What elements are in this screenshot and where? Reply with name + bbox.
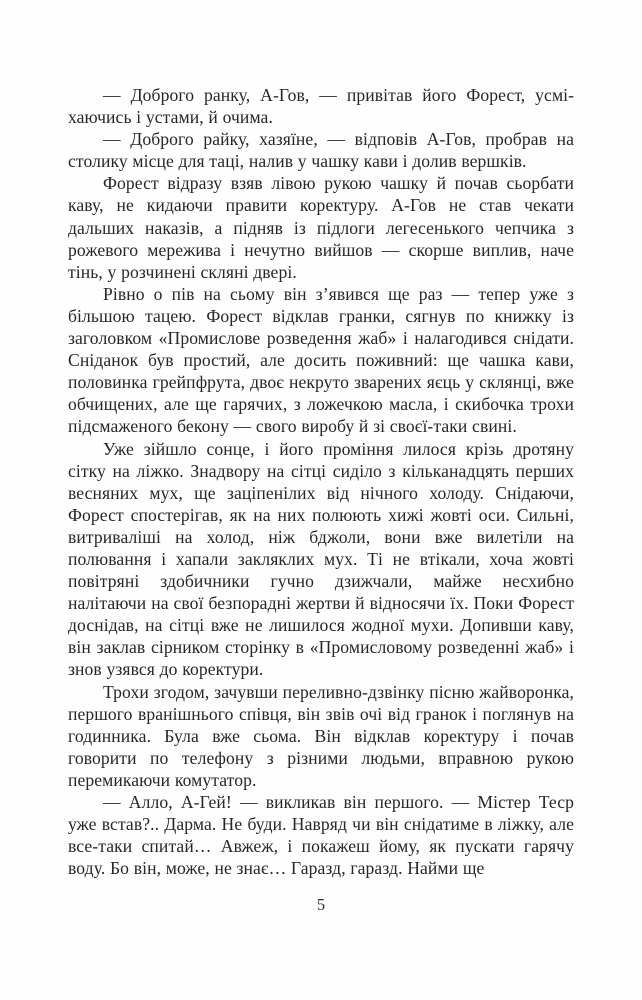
- paragraph: — Доброго ранку, А-Гов, — привітав його Форест, усміхаючись і устами, й очима.: [68, 85, 574, 128]
- paragraph: — Алло, А-Гей! — викликав він першого. — Містер Теср уже встав?.. Дарма. Не буди. Навряд чи він снідатиме в ліжку, але все-таки спитай… Авжеж, і покажеш йому, як пускати гарячу воду. Бо він, може, не знає… Гаразд, гаразд. Найми ще: [68, 792, 574, 879]
- paragraph: Трохи згодом, зачувши переливно-дзвінку пісню жайворонка, першого вранішнього співця, він звів очі від гранок і поглянув на годинника. Була вже сьома. Він відклав коректуру і почав говорити по телефону з різними людьми, вправною рукою перемикаючи комутатор.: [68, 681, 574, 790]
- page-text-block: [68, 84, 574, 879]
- paragraph: Рівно о пів на сьому він з’явився ще раз — тепер уже з більшою тацею. Форест відклав гранки, сягнув по книжку із заголовком «Промислове розведення жаб» і налагодився снідати. Сніданок був простий, але досить поживний: ще чашка кави, половинка грейпфрута, двоє некруто зварених яєць у склянці, вже обчищених, але ще гарячих, з ложечкою масла, і скибочка трохи підсмаженого бекону — свого виробу й зі своєї-таки свині.: [68, 283, 574, 437]
- page-number: 5: [316, 895, 326, 914]
- paragraph: — Доброго райку, хазяїне, — відповів А-Гов, пробрав на столику місце для таці, налив у чашку кави і долив вершків.: [68, 129, 574, 172]
- paragraph: Форест відразу взяв лівою рукою чашку й почав сьорбати каву, не кидаючи правити коректуру. А-Гов не став чекати дальших наказів, а підняв із підлоги легесенького чепчика з рожевого мережива і нечутно вийшов — скорше виплив, наче тінь, у розчинені скляні двері.: [68, 173, 574, 282]
- paragraph: Уже зійшло сонце, і його проміння лилося крізь дротяну сітку на ліжко. Знадвору на сітці сиділо з кільканадцять перших весняних мух, ще заціпенілих від нічного холоду. Снідаючи, Форест спостерігав, як на них полюють хижі жовті оси. Сильні, витриваліші на холод, ніж бджоли, вони вже вилетіли на полювання і хапали закляклих мух. Ті не втікали, хоча жовті повітряні здобичники гучно дзижчали, майже несхибно налітаючи на свої безпорадні жертви й відносячи їх. Поки Форест доснідав, на сітці вже не лишилося жодної мухи. Допивши каву, він заклав сірником сторінку в «Промисловому розведенні жаб» і знов узявся до коректури.: [68, 438, 574, 680]
